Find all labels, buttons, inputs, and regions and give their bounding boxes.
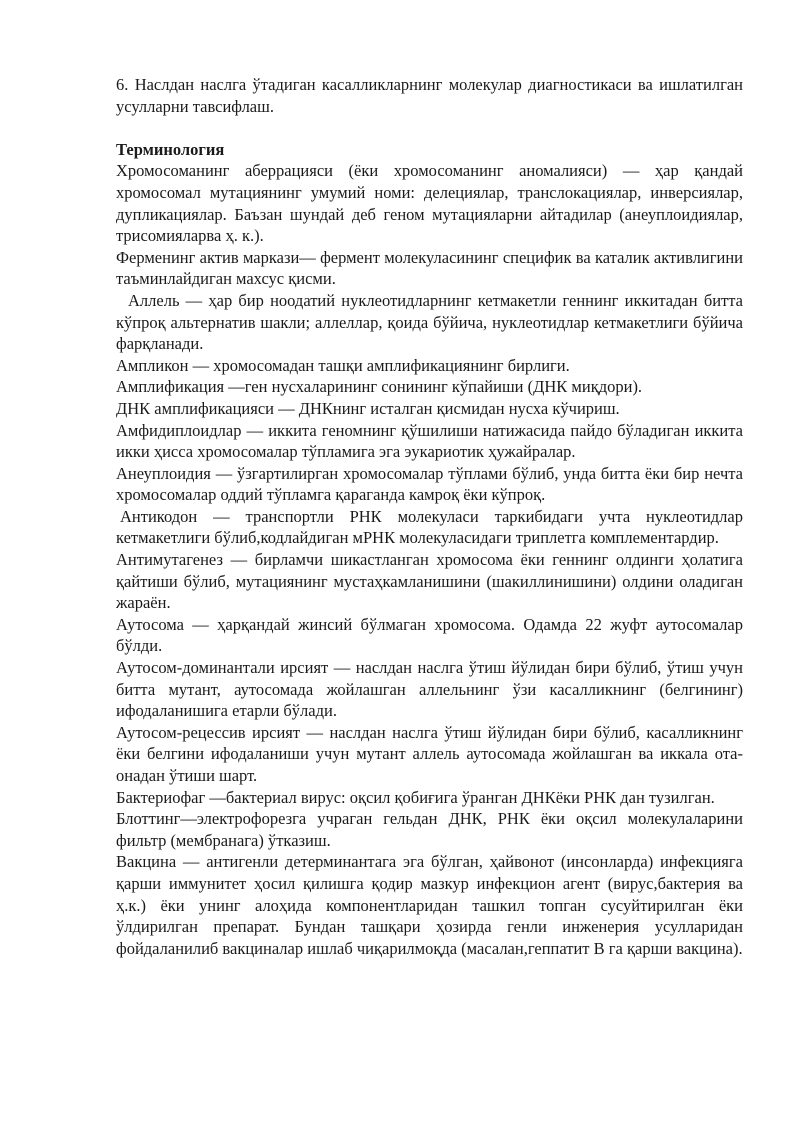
term-vaccine: Вакцина — антигенли детерминантага эга бўлган, ҳайвонот (инсонларда) инфекцияга қарши иммунитет ҳосил қилишга қодир мазкур инфекцион агент (вирус,бактерия ва ҳ.к.) ёки унинг алоҳида компонентларидан ташкил топган сусуйтирилган ёки ўлдирилган препарат. Бундан ташқари ҳозирда генли инженерия усулларидан фойдаланилиб вакциналар ишлаб чиқарилмоқда (масалан,геппатит В га қарши вакцина). [116,852,743,958]
term-autosome: Аутосома — ҳарқандай жинсий бўлмаган хромосома. Одамда 22 жуфт аутосомалар бўлди. [116,614,743,656]
term-dna-amplification: ДНК амплификацияси — ДНКнинг исталган қисмидан нусха кўчириш. [116,398,620,418]
term-enzyme-active-center: Ферменинг актив маркази— фермент молекуласининг специфик ва каталик активлигини таъминлайдиган махсус қисми. [116,247,743,289]
intro-paragraph: 6. Наслдан наслга ўтадиган касалликларнинг молекулар диагностикаси ва ишлатилган усулларни тавсифлаш. [116,75,743,116]
term-antimutagenesis: Антимутагенез — бирламчи шикастланган хромосома ёки геннинг олдинги ҳолатига қайтиши бўлиб, мутациянинг мустаҳкамланишини (шакиллинишини) олдини оладиган жараён. [116,550,743,613]
term-autosomal-recessive: Аутосом-рецессив ирсият — наслдан наслга ўтиш йўлидан бири бўлиб, касалликнинг ёки белгини ифодаланиши учун мутант аллель аутосомада жойлашган ва иккала ота-онадан ўтиши шарт. [116,722,743,785]
term-aneuploidy: Анеуплоидия — ўзгартилирган хромосомалар тўплами бўлиб, унда битта ёки бир нечта хромосомалар оддий тўпламга қараганда камроқ ёки кўпроқ. [116,463,743,505]
terminology-heading: Терминология [116,139,225,159]
term-chromosome-aberration: Хромосоманинг аберрацияси (ёки хромосоманинг аномалияси) — ҳар қандай хромосомал мутациянинг умумий номи: делециялар, транслокациялар, инверсиялар, дупликациялар. Баъзан шундай деб геном мутацияларни айтадилар (анеуплоидиялар, трисомияларва ҳ. к.). [116,161,743,246]
term-bacteriophage: Бактериофаг —бактериал вирус: оқсил қобиғига ўранган ДНКёки РНК дан тузилган. [116,787,715,807]
term-amphidiploids: Амфидиплоидлар — иккита геномнинг қўшилиши натижасида пайдо бўладиган иккита икки ҳисса хромосомалар тўпламига эга эукариотик ҳужайралар. [116,420,743,462]
term-autosomal-dominant: Аутосом-доминантали ирсият — наслдан наслга ўтиш йўлидан бири бўлиб, ўтиш учун битта мутант, аутосомада жойлашган аллельнинг ўзи касалликнинг (белгининг) ифодаланишига етарли бўлади. [116,658,743,721]
term-blotting: Блоттинг—электрофорезга учраган гельдан ДНК, РНК ёки оқсил молекулаларини фильтр (мембранага) ўтказиш. [116,809,743,850]
term-anticodon: Антикодон — транспортли РНК молекуласи таркибидаги учта нуклеотидлар кетмакетлиги бўлиб,кодлайдиган мРНК молекуласидаги триплетга комплементардир. [116,506,743,548]
term-allele: Аллель — ҳар бир ноодатий нуклеотидларнинг кетмакетли геннинг иккитадан битта кўпроқ альтернатив шакли; аллеллар, қоида бўйича, нуклеотидлар кетмакетлиги бўйича фарқланади. [116,290,743,354]
term-amplification: Амплификация —ген нусхаларининг сонининг кўпайиши (ДНК миқдори). [116,377,643,397]
term-amplicon: Ампликон — хромосомадан ташқи амплификациянинг бирлиги. [116,355,570,375]
document-page [116,74,743,959]
